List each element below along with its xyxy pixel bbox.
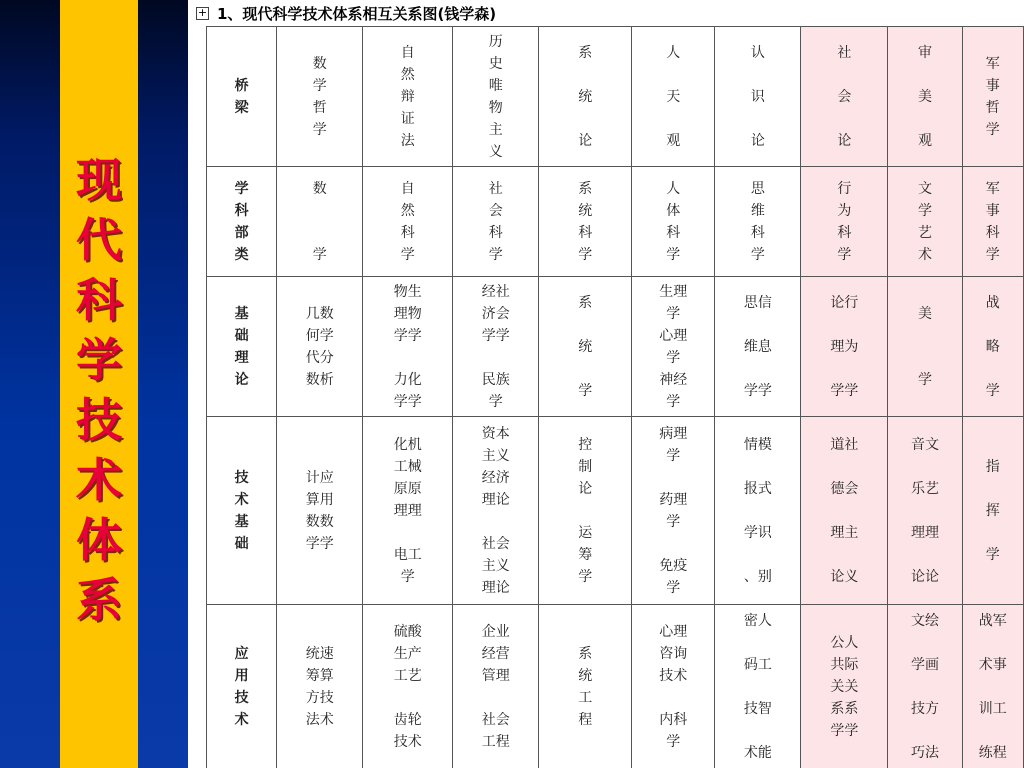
cell-text: 经社 济会 学学 民族 学 <box>481 283 510 410</box>
cell-text: 企业 经营 管理 社会 工程 <box>481 624 510 750</box>
cell-text: 公人 共际 关关 系系 学学 <box>830 635 859 739</box>
title-char: 现 <box>76 153 122 207</box>
cell-text: 人 体 科 学 <box>666 180 681 263</box>
cell-text: 军 事 哲 学 <box>985 55 1000 138</box>
table-cell <box>363 417 453 605</box>
cell-text: 化机 工械 原原 理理 电工 学 <box>393 436 422 585</box>
cell-text: 文 学 艺 术 <box>917 180 932 263</box>
row-header-text: 技 术 基 础 <box>234 469 249 552</box>
relationship-table <box>206 26 1024 768</box>
doc-heading-text: 1、现代科学技术体系相互关系图(钱学森) <box>217 4 497 23</box>
table-cell <box>632 277 715 417</box>
cell-text: 资本 主义 经济 理论 社会 主义 理论 <box>481 425 510 596</box>
cell-text: 生理 学 心理 学 神经 学 <box>659 283 688 410</box>
cell-text: 控 制 论 运 筹 学 <box>578 436 593 585</box>
table-cell <box>801 417 888 605</box>
table-cell <box>888 27 962 167</box>
table-cell <box>539 605 632 768</box>
cell-text: 计应 算用 数数 学学 <box>305 469 334 552</box>
table-cell <box>539 417 632 605</box>
cell-text: 思信 维息 学学 <box>743 294 772 399</box>
cell-text: 人 天 观 <box>666 44 681 149</box>
table-cell <box>801 27 888 167</box>
cell-text: 数 学 <box>312 180 327 263</box>
table-cell <box>539 167 632 277</box>
table-cell <box>888 277 962 417</box>
table-cell <box>888 417 962 605</box>
table-cell <box>453 605 539 768</box>
table-cell <box>801 605 888 768</box>
row-header-text: 基 础 理 论 <box>234 305 249 388</box>
table-cell <box>453 27 539 167</box>
cell-text: 美 学 <box>917 305 932 388</box>
cell-text: 社 会 论 <box>837 44 852 149</box>
title-char: 技 <box>76 393 122 447</box>
row-header <box>207 417 277 605</box>
table-cell <box>632 605 715 768</box>
slide-title <box>60 150 138 630</box>
cell-text: 几数 何学 代分 数析 <box>305 305 334 388</box>
table-cell <box>277 167 363 277</box>
table-cell <box>277 417 363 605</box>
table-cell <box>888 605 962 768</box>
cell-text: 物生 理物 学学 力化 学学 <box>393 283 422 410</box>
cell-text: 系 统 学 <box>578 294 593 399</box>
table-cell <box>962 27 1023 167</box>
cell-text: 战 略 学 <box>985 294 1000 399</box>
title-char: 代 <box>76 213 122 267</box>
table-cell <box>801 167 888 277</box>
cell-text: 心理 咨询 技术 内科 学 <box>659 624 688 750</box>
table-row <box>207 27 1024 167</box>
row-header-text: 桥 梁 <box>234 77 249 116</box>
table-cell <box>277 27 363 167</box>
cell-text: 系 统 工 程 <box>578 646 593 728</box>
cell-text: 战军 术事 训工 练程 <box>978 613 1007 761</box>
cell-text: 数 学 哲 学 <box>312 55 327 138</box>
row-header <box>207 605 277 768</box>
row-header <box>207 27 277 167</box>
table-cell <box>715 27 801 167</box>
cell-text: 系 统 论 <box>578 44 593 149</box>
table-cell <box>632 27 715 167</box>
table-cell <box>715 277 801 417</box>
table-row <box>207 605 1024 768</box>
table-cell <box>453 167 539 277</box>
cell-text: 自 然 辩 证 法 <box>400 44 415 149</box>
cell-text: 统速 筹算 方技 法术 <box>305 646 334 728</box>
cell-text: 行 为 科 学 <box>837 180 852 263</box>
row-header-text: 学 科 部 类 <box>234 180 249 263</box>
table-cell <box>539 27 632 167</box>
cell-text: 密人 码工 技智 术能 <box>743 613 772 761</box>
table-cell <box>632 167 715 277</box>
cell-text: 病理 学 药理 学 免疫 学 <box>659 425 688 596</box>
table-row <box>207 277 1024 417</box>
table-cell <box>277 605 363 768</box>
table-cell <box>888 167 962 277</box>
cell-text: 论行 理为 学学 <box>830 294 859 399</box>
cell-text: 军 事 科 学 <box>985 180 1000 263</box>
table-cell <box>962 277 1023 417</box>
cell-text: 历 史 唯 物 主 义 <box>488 33 503 160</box>
cell-text: 情模 报式 学识 、别 <box>743 436 772 585</box>
doc-heading <box>196 2 496 24</box>
table-cell <box>539 277 632 417</box>
table-row <box>207 167 1024 277</box>
row-header <box>207 167 277 277</box>
table-cell <box>962 417 1023 605</box>
cell-text: 审 美 观 <box>917 44 932 149</box>
table-cell <box>962 167 1023 277</box>
row-header-text: 应 用 技 术 <box>234 646 249 728</box>
row-header <box>207 277 277 417</box>
cell-text: 硫酸 生产 工艺 齿轮 技术 <box>393 624 422 750</box>
table-row <box>207 417 1024 605</box>
table-cell <box>715 167 801 277</box>
table-cell <box>363 27 453 167</box>
table-cell <box>962 605 1023 768</box>
cell-text: 系 统 科 学 <box>578 180 593 263</box>
table-cell <box>632 417 715 605</box>
cell-text: 认 识 论 <box>750 44 765 149</box>
expand-icon[interactable]: + <box>197 5 208 19</box>
cell-text: 社 会 科 学 <box>488 180 503 263</box>
title-char: 系 <box>76 573 122 627</box>
title-char: 学 <box>76 333 122 387</box>
table-cell <box>453 277 539 417</box>
cell-text: 指 挥 学 <box>985 458 1000 563</box>
title-char: 科 <box>76 273 122 327</box>
table-cell <box>801 277 888 417</box>
document-image <box>188 0 1024 768</box>
cell-text: 思 维 科 学 <box>750 180 765 263</box>
table-cell <box>363 167 453 277</box>
table-cell <box>453 417 539 605</box>
table-cell <box>715 605 801 768</box>
cell-text: 音文 乐艺 理理 论论 <box>910 436 939 585</box>
cell-text: 道社 德会 理主 论义 <box>830 436 859 585</box>
table-cell <box>277 277 363 417</box>
table-cell <box>363 277 453 417</box>
cell-text: 文绘 学画 技方 巧法 <box>910 613 939 761</box>
table-cell <box>363 605 453 768</box>
title-char: 体 <box>76 513 122 567</box>
title-char: 术 <box>76 453 122 507</box>
cell-text: 自 然 科 学 <box>400 180 415 263</box>
table-cell <box>715 417 801 605</box>
